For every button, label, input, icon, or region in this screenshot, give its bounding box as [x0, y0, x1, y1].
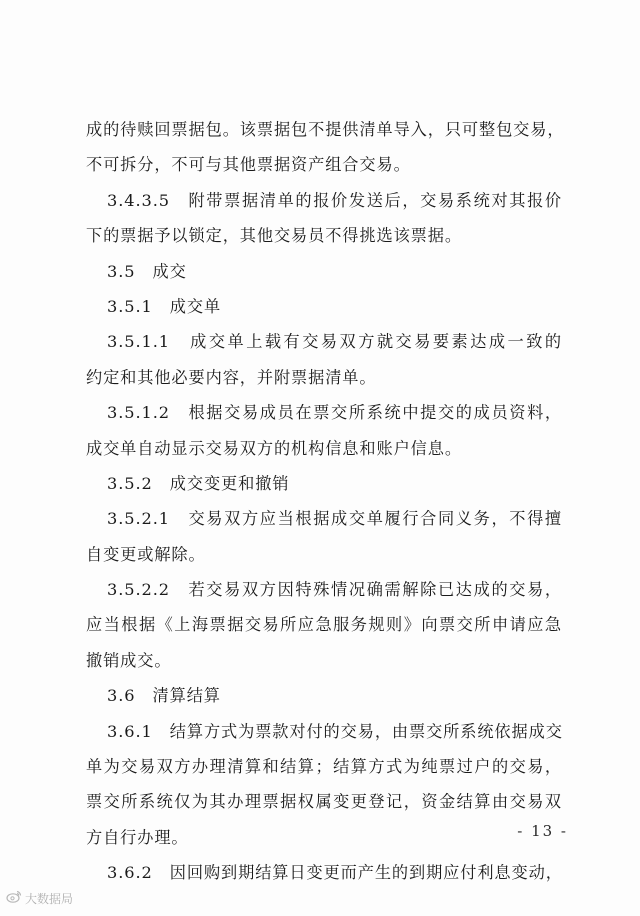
section-heading-3-5: 3.5 成交: [107, 261, 187, 281]
text-line: 撤销成交。: [86, 650, 172, 670]
text-line: 不可拆分，不可与其他票据资产组合交易。: [86, 155, 411, 175]
text-line: 方自行办理。: [86, 827, 189, 847]
section-heading-3-5-1: 3.5.1 成交单: [107, 296, 222, 316]
clause-3-5-2-2: 3.5.2.2 若交易双方因特殊情况确需解除已达成的交易，: [107, 580, 562, 600]
text-line: 自变更或解除。: [86, 544, 206, 564]
watermark-text: 大数据局: [25, 892, 74, 906]
text-line: 成的待赎回票据包。该票据包不提供清单导入，只可整包交易，: [86, 120, 565, 139]
clause-3-6-1: 3.6.1 结算方式为票款对付的交易，由票交所系统依据成交: [107, 721, 563, 741]
section-heading-3-6: 3.6 清算结算: [107, 686, 221, 706]
clause-3-5-1-1: 3.5.1.1 成交单上载有交易双方就交易要素达成一致的: [107, 332, 562, 352]
clause-3-5-2-1: 3.5.2.1 交易双方应当根据成交单履行合同义务，不得擅: [107, 509, 562, 529]
watermark: [6, 890, 73, 907]
page-number: - 13 -: [517, 822, 568, 840]
text-line: 下的票据予以锁定，其他交易员不得挑选该票据。: [86, 226, 462, 246]
clause-3-5-1-2: 3.5.1.2 根据交易成员在票交所系统中提交的成员资料，: [107, 403, 562, 423]
text-line: 单为交易双方办理清算和结算；结算方式为纯票过户的交易，: [86, 757, 562, 777]
text-line: 应当根据《上海票据交易所应急服务规则》向票交所申请应急: [86, 615, 562, 635]
text-line: 票交所系统仅为其办理票据权属变更登记，资金结算由交易双: [86, 792, 562, 812]
section-heading-3-5-2: 3.5.2 成交变更和撤销: [107, 473, 290, 493]
document-body: [86, 112, 565, 891]
clause-3-4-3-5: 3.4.3.5 附带票据清单的报价发送后，交易系统对其报价: [107, 190, 562, 210]
text-line: 成交单自动显示交易双方的机构信息和账户信息。: [86, 438, 462, 458]
text-line: 约定和其他必要内容，并附票据清单。: [86, 367, 377, 387]
clause-3-6-2: 3.6.2 因回购到期结算日变更而产生的到期应付利息变动，: [107, 863, 563, 883]
weibo-icon: [6, 890, 22, 907]
